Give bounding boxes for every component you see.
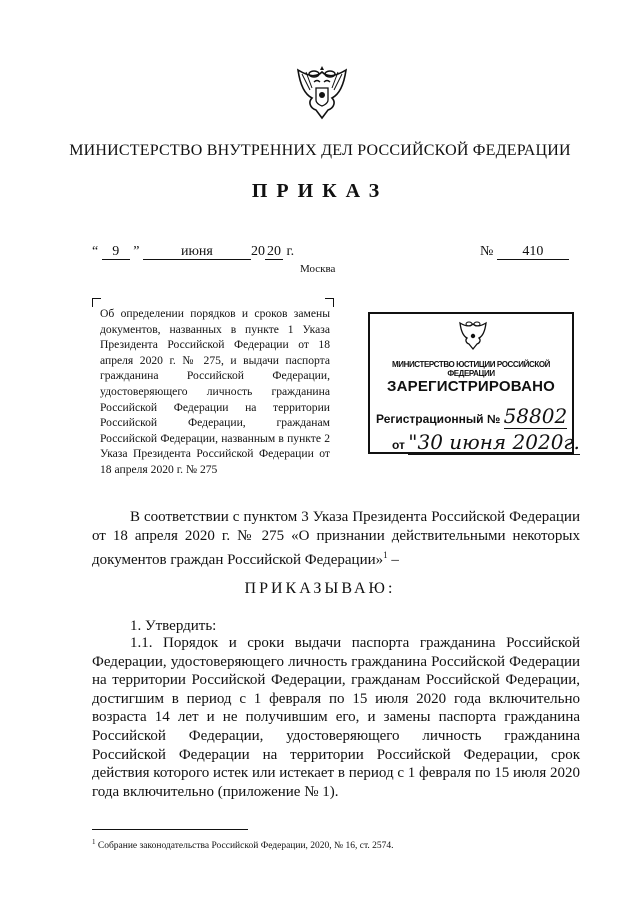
item-1: 1. Утвердить: [130,618,217,634]
number-label: № [480,244,494,259]
order-subject: Об определении порядков и сроков замены документов, названных в пункте 1 Указа Президента Российской Федерации от 18 апреля 2020 г. № 275, и выдачи паспорта гражданина Российской Федерации, удостоверяющего личность гражданина Российской Федерации на территории Российской Федерации, гражданам Российской Федерации, названным в пункте 2 Указа Президента Российской Федерации от 18 апреля 2020 г. № 275 [100,307,330,476]
preamble-text: В соответствии с пунктом 3 Указа Президента Российской Федерации от 18 апреля 2020 г. № 275 «О признании действительными некоторых документов граждан Российской Федерации» [92,509,580,568]
stamp-reg-number-line [376,404,567,428]
preamble [92,508,580,570]
order-number [480,244,569,260]
footnote-reference: 1 [383,550,388,560]
footnote-text: Собрание законодательства Российской Федерации, 2020, № 16, ст. 2574. [97,841,394,852]
stamp-ministry: МИНИСТЕРСТВО ЮСТИЦИИ РОССИЙСКОЙ ФЕДЕРАЦИИ [391,360,551,378]
date-close-quote: ” [133,244,140,259]
date-year-prefix: 20 [250,244,265,259]
stamp-date-prefix: от [392,438,405,452]
stamp-date-value: "30 июня 2020г. [408,430,580,454]
city: Москва [300,263,336,275]
order-date [92,244,294,260]
number-value: 410 [497,245,569,260]
preamble-end: – [387,552,399,568]
date-year-abbr: г. [286,244,295,259]
ministry-name: МИНИСТЕРСТВО ВНУТРЕННИХ ДЕЛ РОССИЙСКОЙ ФЕДЕРАЦИИ [69,142,571,159]
date-day: 9 [102,245,130,260]
stamp-reg-number: 58802 [503,404,568,428]
stamp-emblem-icon [456,318,490,352]
coat-of-arms-emblem [290,60,354,122]
decree-heading: ПРИКАЗЫВАЮ: [244,580,396,597]
stamp-registered: ЗАРЕГИСТРИРОВАНО [386,378,556,395]
date-open-quote: “ [92,244,99,259]
stamp-date-line [392,430,580,454]
date-year-suffix: 20 [266,244,281,259]
document-type-title: ПРИКАЗ [251,180,389,202]
footnote [92,838,394,851]
registration-stamp [368,312,580,454]
stamp-reg-label: Регистрационный № [376,412,501,426]
date-month: июня [143,245,251,260]
item-1-1: 1.1. Порядок и сроки выдачи паспорта гражданина Российской Федерации, удостоверяющего личность гражданина Российской Федерации на территории Российской Федерации, гражданам Российской Федерации, достигшим в период с 1 февраля по 15 июля 2020 года включительно возраста 14 лет и не получившим его, и замены паспорта гражданина Российской Федерации, удостоверяющего личность гражданина Российской Федерации на территории Российской Федерации, срок действия которого истек или истекает в период с 1 февраля по 15 июля 2020 года включительно (приложение № 1). [92,635,580,800]
footnote-divider [92,829,248,830]
footnote-mark: 1 [92,838,96,846]
